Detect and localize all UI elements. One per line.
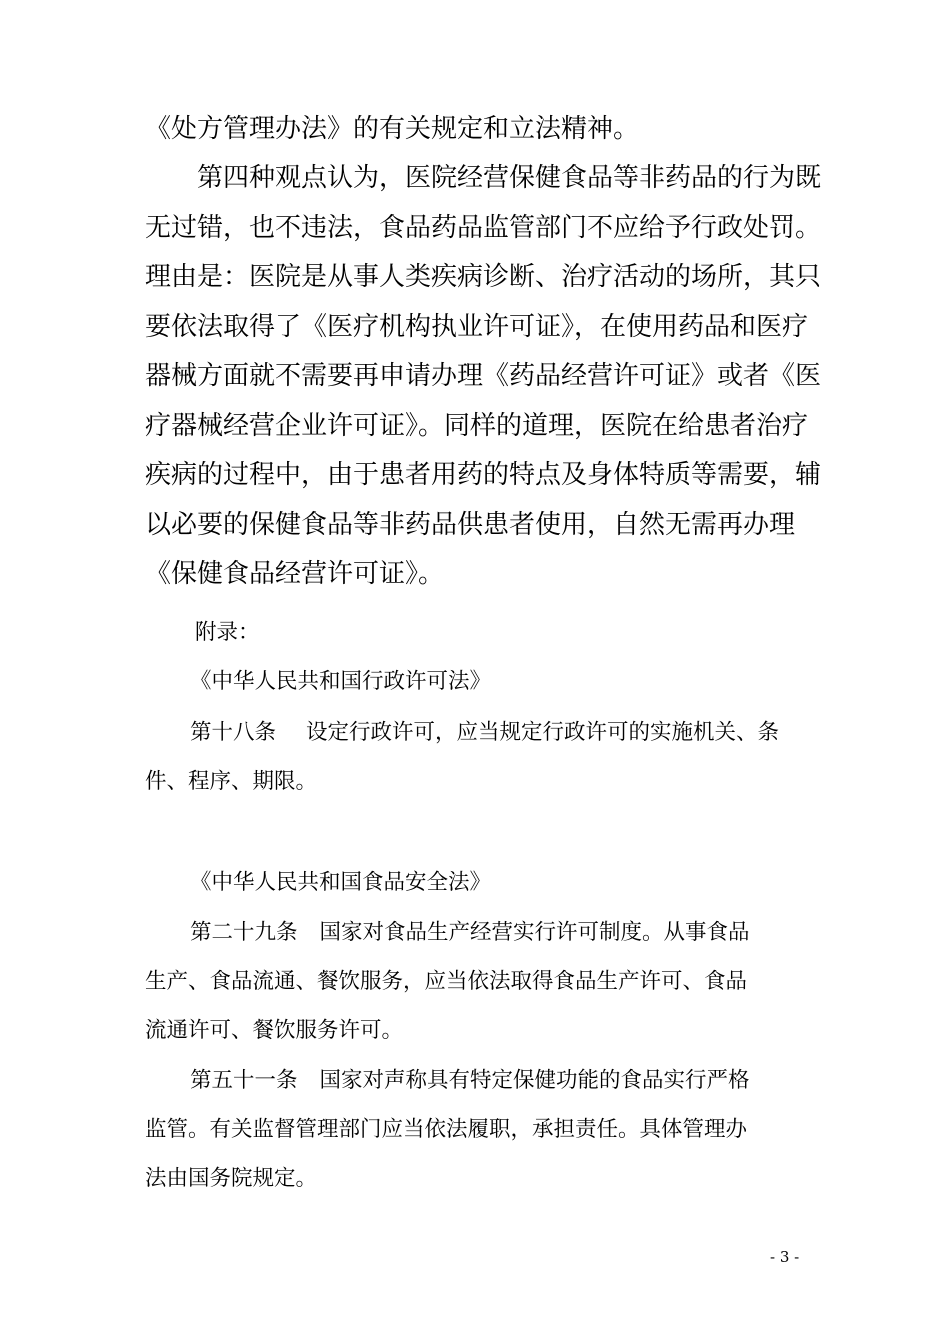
appendix-heading bbox=[195, 608, 795, 657]
text-line: 第四种观点认为，医院经营保健食品等非药品的行为既 bbox=[197, 163, 822, 193]
article-text: 国家对声称具有特定保健功能的食品实行严格 bbox=[319, 1068, 750, 1093]
article-line: 法由国务院规定。 bbox=[145, 1166, 318, 1191]
article-29 bbox=[145, 908, 825, 1055]
article-label: 第二十九条 bbox=[190, 920, 298, 945]
text-line: 疾病的过程中，由于患者用药的特点及身体特质等需要，辅 bbox=[145, 460, 822, 490]
article-text: 国家对食品生产经营实行许可制度。从事食品 bbox=[319, 920, 750, 945]
paragraph-fourth-view bbox=[145, 154, 825, 600]
law-title-administrative-licensing bbox=[190, 657, 810, 706]
article-line: 件、程序、期限。 bbox=[145, 769, 318, 794]
text-line: 无过错，也不违法，食品药品监管部门不应给予行政处罚。 bbox=[145, 212, 822, 243]
text-line: 器械方面就不需要再申请办理《药品经营许可证》或者《医 bbox=[145, 361, 822, 391]
article-label: 第十八条 bbox=[190, 720, 277, 745]
text-line: 理由是：医院是从事人类疾病诊断、治疗活动的场所，其只 bbox=[145, 262, 822, 292]
article-label: 第五十一条 bbox=[190, 1068, 298, 1093]
article-line: 监管。有关监督管理部门应当依法履职，承担责任。具体管理办 bbox=[145, 1117, 748, 1142]
text-line: 疗器械经营企业许可证》。同样的道理，医院在给患者治疗 bbox=[145, 410, 809, 441]
article-line: 生产、食品流通、餐饮服务，应当依法取得食品生产许可、食品 bbox=[145, 969, 748, 994]
article-18 bbox=[145, 708, 825, 806]
law-title-text: 《中华人民共和国食品安全法》 bbox=[190, 870, 492, 895]
article-line: 流通许可、餐饮服务许可。 bbox=[145, 1018, 404, 1043]
text-line: 《保健食品经营许可证》。 bbox=[145, 559, 445, 589]
article-line bbox=[145, 908, 825, 957]
text-line: 以必要的保健食品等非药品供患者使用，自然无需再办理 bbox=[145, 509, 796, 540]
text-line: 要依法取得了《医疗机构执业许可证》，在使用药品和医疗 bbox=[145, 311, 809, 342]
text-line: 《处方管理办法》的有关规定和立法精神。 bbox=[145, 114, 640, 144]
article-text: 设定行政许可，应当规定行政许可的实施机关、条 bbox=[306, 720, 780, 745]
law-title-food-safety bbox=[190, 858, 810, 907]
article-line bbox=[145, 1056, 825, 1105]
paragraph-continuation bbox=[145, 105, 825, 155]
law-title-text: 《中华人民共和国行政许可法》 bbox=[190, 669, 492, 694]
page-number: - 3 - bbox=[770, 1248, 800, 1266]
appendix-heading-text: 附录： bbox=[195, 620, 260, 645]
article-51 bbox=[145, 1056, 825, 1203]
article-line bbox=[145, 708, 825, 757]
